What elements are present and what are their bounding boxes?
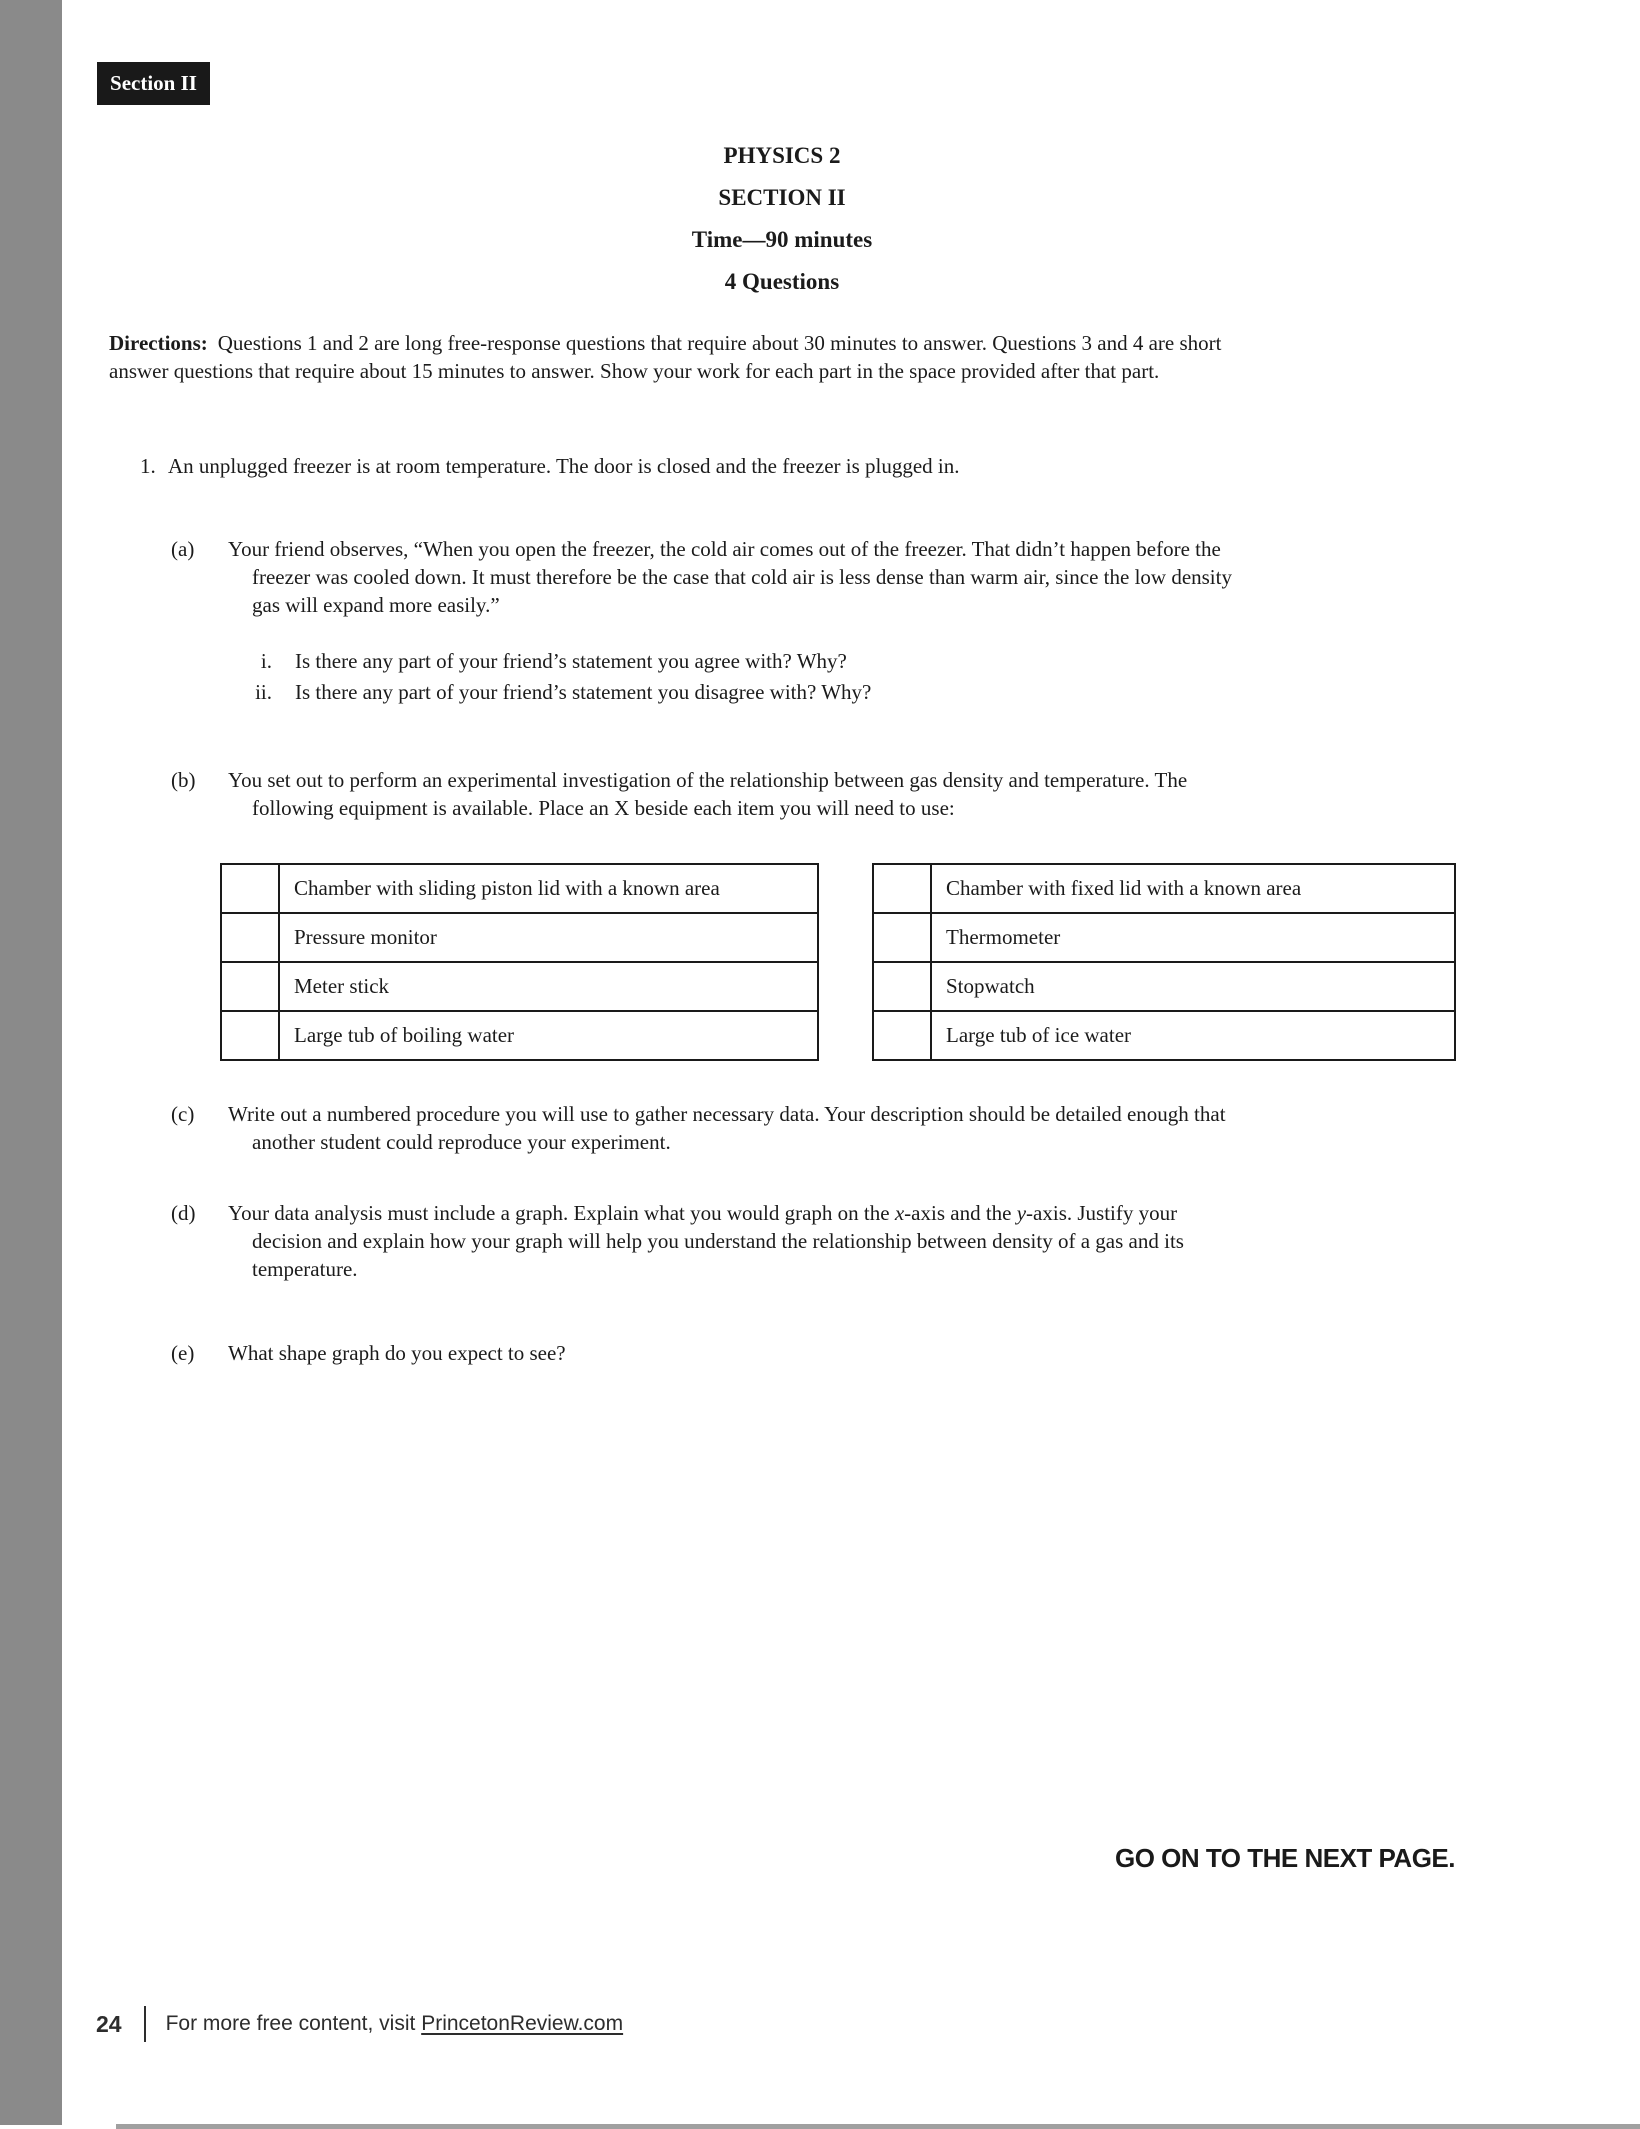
equipment-item-label: Meter stick (294, 974, 390, 998)
page-number: 24 (96, 2010, 122, 2037)
question-1-stem: An unplugged freezer is at room temperature. The door is closed and the freezer is plugged in. (168, 454, 960, 478)
part-c-line-1: Write out a numbered procedure you will use to gather necessary data. Your description should be detailed enough that (228, 1102, 1226, 1126)
directions-line-2: answer questions that require about 15 minutes to answer. Show your work for each part in the space provided after that part. (109, 359, 1160, 383)
equipment-item-label: Chamber with fixed lid with a known area (946, 876, 1302, 900)
equipment-item-label: Chamber with sliding piston lid with a known area (294, 876, 720, 900)
equipment-checkbox-cell[interactable] (874, 914, 932, 961)
part-a-line-2: freezer was cooled down. It must therefore be the case that cold air is less dense than warm air, since the low density (252, 565, 1232, 589)
equipment-item-label: Large tub of boiling water (294, 1023, 515, 1047)
part-d-text (228, 1199, 1184, 1283)
part-c-label: (c) (171, 1102, 195, 1126)
equipment-checkbox-cell[interactable] (222, 865, 280, 912)
part-e-line-1: What shape graph do you expect to see? (228, 1341, 566, 1365)
equipment-row (222, 1012, 817, 1059)
exam-section: SECTION II (718, 185, 846, 210)
section-tab (97, 62, 210, 105)
subpart-i-text: Is there any part of your friend’s statement you agree with? Why? (295, 649, 847, 673)
equipment-row (222, 865, 817, 914)
part-b-line-2: following equipment is available. Place an X beside each item you will need to use: (252, 796, 955, 820)
part-a-line-1: Your friend observes, “When you open the freezer, the cold air comes out of the freezer. That didn’t happen before the (228, 537, 1221, 561)
part-e-label: (e) (171, 1341, 195, 1365)
directions-label: Directions: (109, 331, 208, 355)
directions-paragraph (109, 329, 1221, 385)
equipment-row (222, 963, 817, 1012)
exam-time: Time—90 minutes (691, 227, 873, 252)
equipment-item-label: Pressure monitor (294, 925, 437, 949)
part-d-label: (d) (171, 1201, 196, 1225)
princeton-review-link[interactable]: PrincetonReview.com (421, 2012, 624, 2035)
equipment-row (874, 865, 1454, 914)
part-a-label: (a) (171, 537, 195, 561)
page-left-gutter (0, 0, 62, 2125)
part-b-label: (b) (171, 768, 196, 792)
equipment-item-label: Stopwatch (946, 974, 1035, 998)
equipment-row (222, 914, 817, 963)
x-axis-variable: x (894, 1201, 905, 1225)
part-a-text (228, 535, 1232, 619)
part-a-line-3: gas will expand more easily.” (252, 593, 500, 617)
question-1-number: 1. (140, 454, 156, 478)
part-b-text (228, 766, 1188, 822)
y-axis-variable: y (1016, 1201, 1027, 1225)
part-c-text (228, 1100, 1226, 1156)
equipment-table-left (220, 863, 819, 1061)
subpart-i-label: i. (260, 649, 272, 673)
section-tab-label: Section II (110, 71, 197, 95)
equipment-row (874, 914, 1454, 963)
part-c-line-2: another student could reproduce your experiment. (252, 1130, 671, 1154)
equipment-checkbox-cell[interactable] (222, 1012, 280, 1059)
part-b-line-1: You set out to perform an experimental investigation of the relationship between gas density and temperature. The (228, 768, 1188, 792)
part-d-line-2: decision and explain how your graph will help you understand the relationship between density of a gas and its (252, 1229, 1184, 1253)
equipment-item-label: Large tub of ice water (946, 1023, 1132, 1047)
exam-question-count: 4 Questions (724, 269, 840, 294)
part-d-line-1: Your data analysis must include a graph. Explain what you would graph on the x-axis and the y-axis. Justify your (228, 1201, 1178, 1225)
page-bottom-edge (116, 2124, 1640, 2129)
equipment-checkbox-cell[interactable] (874, 865, 932, 912)
equipment-checkbox-cell[interactable] (222, 914, 280, 961)
go-on-next-page-notice: GO ON TO THE NEXT PAGE. (1114, 1843, 1455, 1873)
exam-title: PHYSICS 2 (723, 143, 841, 168)
equipment-row (874, 1012, 1454, 1059)
subpart-ii-text: Is there any part of your friend’s statement you disagree with? Why? (295, 680, 872, 704)
equipment-checkbox-cell[interactable] (222, 963, 280, 1010)
equipment-checkbox-cell[interactable] (874, 1012, 932, 1059)
equipment-table-right (872, 863, 1456, 1061)
equipment-checkbox-cell[interactable] (874, 963, 932, 1010)
footer-text: For more free content, visit PrincetonReview.com (165, 2012, 624, 2035)
directions-line-1: Directions: Questions 1 and 2 are long free-response questions that require about 30 minutes to answer. Questions 3 and 4 are short (109, 331, 1222, 355)
part-e-text (228, 1339, 566, 1367)
part-d-line-3: temperature. (252, 1257, 358, 1281)
equipment-item-label: Thermometer (946, 925, 1061, 949)
page-footer (96, 2004, 623, 2044)
equipment-row (874, 963, 1454, 1012)
footer-divider (144, 2006, 146, 2042)
subpart-ii-label: ii. (255, 680, 272, 704)
